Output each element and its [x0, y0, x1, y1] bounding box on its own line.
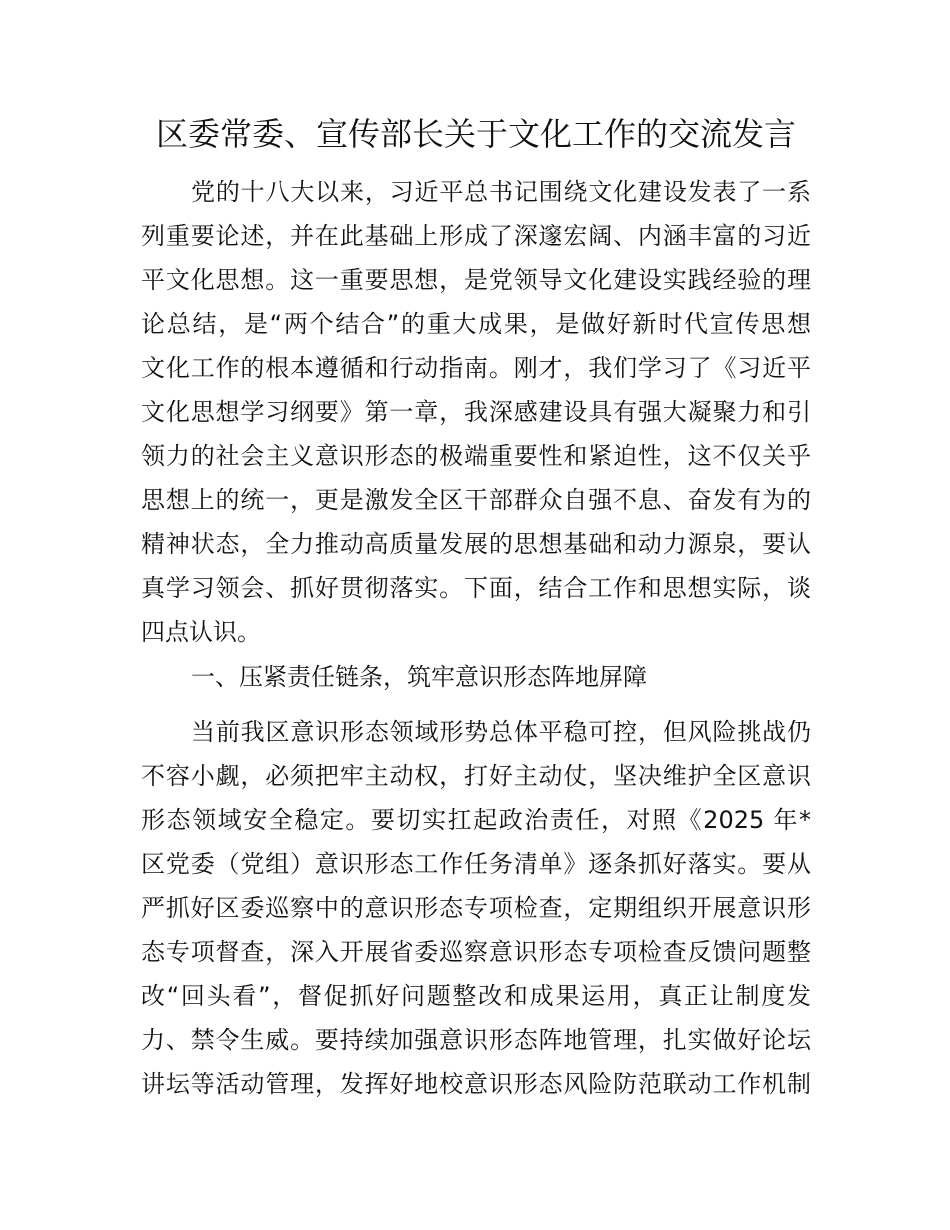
section-heading-1: 一、压紧责任链条，筑牢意识形态阵地屏障: [191, 663, 647, 691]
text-line: 列重要论述，并在此基础上形成了深邃宏阔、内涵丰富的习近: [141, 222, 811, 250]
text-line: 领力的社会主义意识形态的极端重要性和紧迫性，这不仅关乎: [141, 442, 811, 470]
text-line: 思想上的统一，更是激发全区干部群众自强不息、奋发有为的: [141, 486, 811, 514]
paragraph-intro: [141, 170, 811, 654]
text-line: 文化思想学习纲要》第一章，我深感建设具有强大凝聚力和引: [141, 398, 811, 426]
paragraph-section-1: [141, 710, 811, 1106]
text-line: 力、禁令生威。要持续加强意识形态阵地管理，扎实做好论坛: [141, 1026, 811, 1054]
text-line: 精神状态，全力推动高质量发展的思想基础和动力源泉，要认: [141, 530, 811, 558]
text-line: 改“回头看”，督促抓好问题整改和成果运用，真正让制度发: [141, 982, 811, 1010]
text-line: 不容小觑，必须把牢主动权，打好主动仗，坚决维护全区意识: [141, 762, 811, 790]
document-title: 区委常委、宣传部长关于文化工作的交流发言: [155, 115, 796, 153]
text-line: 文化工作的根本遵循和行动指南。刚才，我们学习了《习近平: [141, 354, 811, 382]
text-line: 真学习领会、抓好贯彻落实。下面，结合工作和思想实际，谈: [141, 574, 811, 602]
text-line: 论总结，是“两个结合”的重大成果，是做好新时代宣传思想: [141, 310, 811, 338]
text-line: 讲坛等活动管理，发挥好地校意识形态风险防范联动工作机制: [141, 1070, 811, 1098]
text-line: 当前我区意识形态领域形势总体平稳可控，但风险挑战仍: [191, 718, 811, 746]
text-line: 党的十八大以来，习近平总书记围绕文化建设发表了一系: [191, 178, 811, 206]
text-line: 严抓好区委巡察中的意识形态专项检查，定期组织开展意识形: [141, 894, 811, 922]
text-line: 平文化思想。这一重要思想，是党领导文化建设实践经验的理: [141, 266, 811, 294]
text-line: 形态领域安全稳定。要切实扛起政治责任，对照《2025 年*: [141, 806, 811, 834]
text-line: 区党委（党组）意识形态工作任务清单》逐条抓好落实。要从: [141, 850, 811, 878]
text-line: 态专项督查，深入开展省委巡察意识形态专项检查反馈问题整: [141, 938, 811, 966]
text-line: 四点认识。: [141, 618, 261, 646]
